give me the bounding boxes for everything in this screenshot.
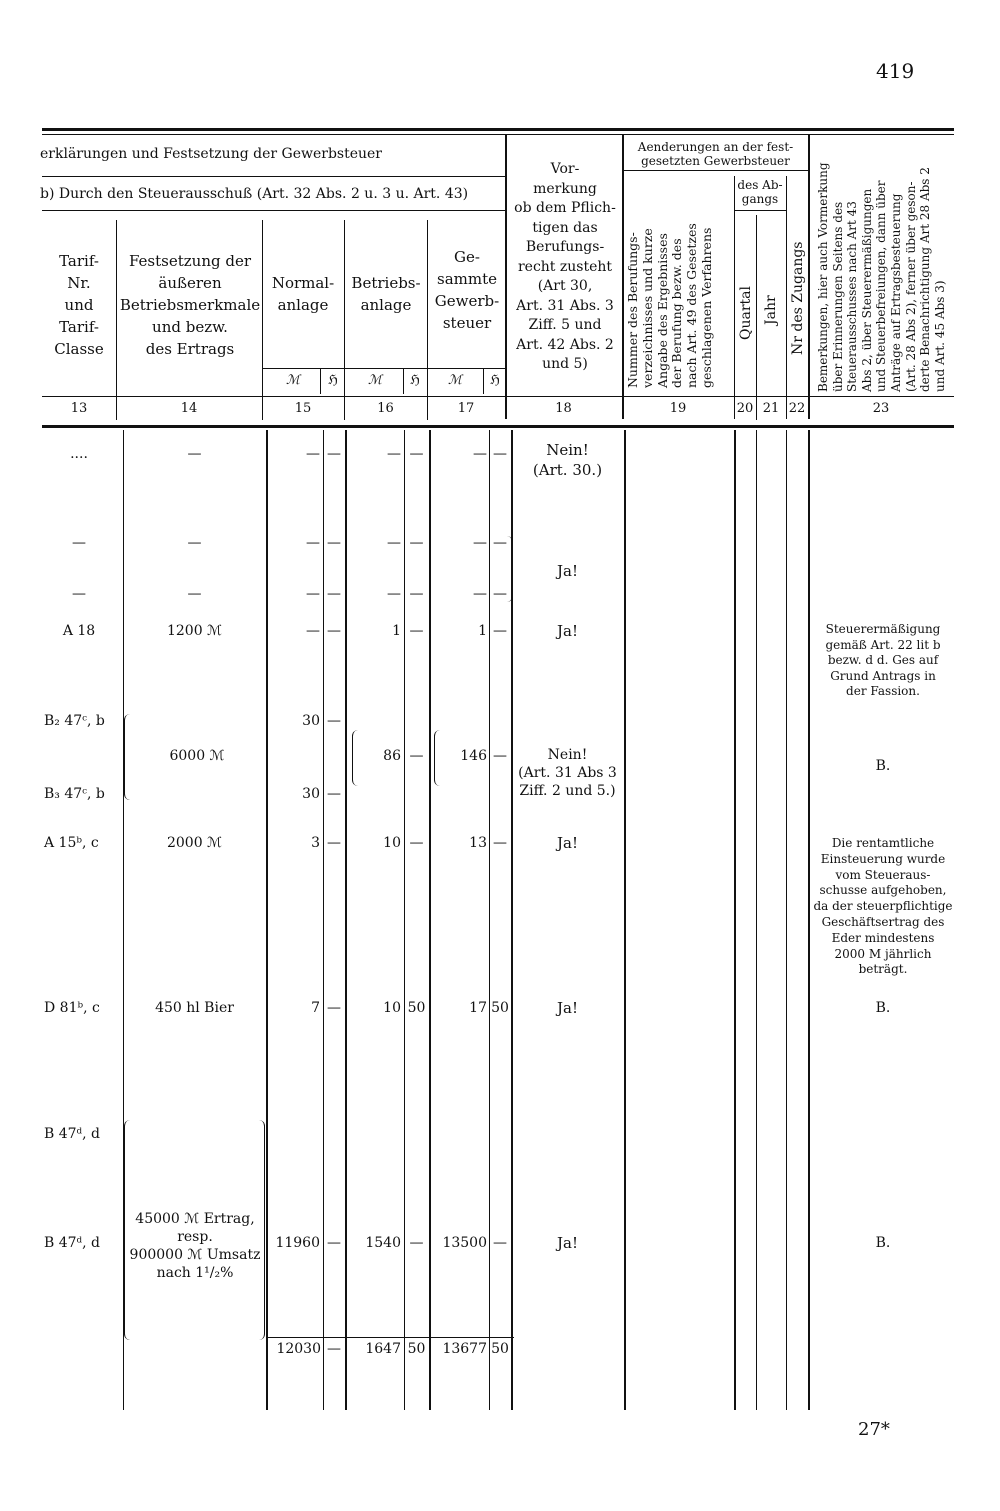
body-line-20	[734, 430, 736, 1410]
r7-tarif: D 81ᵇ, c	[44, 1000, 100, 1016]
r7-bemerkung: B.	[875, 1000, 891, 1016]
r4-betrieb-m: 1	[392, 623, 401, 639]
r6-tarif: A 15ᵇ, c	[44, 835, 99, 851]
r7-gesamt-pf: 50	[491, 1000, 509, 1016]
body-line-16b	[404, 430, 405, 1410]
r8-bemerkung: B.	[875, 1235, 891, 1251]
r4-festsetzung: 1200 ℳ	[166, 623, 223, 639]
r2-normal-m: —	[306, 535, 320, 551]
subtitle-underline	[42, 210, 505, 211]
col-number-15: 15	[294, 401, 312, 416]
r2-gesamt-m: —	[473, 535, 487, 551]
r7-betrieb-m: 10	[383, 1000, 401, 1016]
r1-normal-pf: —	[327, 446, 341, 462]
col-line-23	[808, 134, 810, 419]
r7-normal-m: 7	[311, 1000, 320, 1016]
body-line-17b	[489, 430, 490, 1410]
r2-tarif: —	[72, 535, 86, 551]
r5-gesamt-m: 146	[460, 748, 487, 764]
r7-gesamt-m: 17	[469, 1000, 487, 1016]
r4-bemerkung: Steuerermäßigung gemäß Art. 22 lit b bezw. d d. Ges auf Grund Antrags in der Fassion.	[825, 622, 941, 698]
r4-normal-pf: —	[327, 623, 341, 639]
unit-mark-17: ℳ	[448, 373, 462, 388]
unit-mark-16: ℳ	[368, 373, 382, 388]
col15-header: Normal- anlage	[271, 274, 335, 314]
r5-betrieb-m: 86	[383, 748, 401, 764]
r5-gesamt-pf: —	[493, 748, 507, 764]
unit-sep-15	[320, 368, 321, 394]
r2-betrieb-m: —	[387, 535, 401, 551]
r3-festsetzung: —	[187, 586, 202, 602]
r3-normal-m: —	[306, 586, 320, 602]
col-line-16	[344, 220, 345, 420]
r6-festsetzung: 2000 ℳ	[166, 835, 223, 851]
header-bottom-rule	[42, 396, 954, 397]
r8-festsetzung: 45000 ℳ Ertrag, resp. 900000 ℳ Umsatz nach 1¹/₂%	[129, 1211, 261, 1281]
r3-betrieb-m: —	[387, 586, 401, 602]
col-line-15	[262, 220, 263, 420]
r3-normal-pf: —	[327, 586, 341, 602]
unit-pf-16: ℌ	[410, 373, 420, 388]
body-line-22	[786, 430, 787, 1410]
unit-sep-17	[483, 368, 484, 394]
group-underline-abgang	[735, 210, 787, 211]
total-gesamt-m: 13677	[442, 1341, 487, 1357]
body-line-21	[756, 430, 757, 1410]
r8-gesamt-pf: —	[493, 1235, 507, 1251]
col-line-21	[756, 215, 757, 420]
r4-tarif: A 18	[62, 623, 96, 639]
col19-header: Nummer des Berufungs- verzeichnisses und kurze Angabe des Ergebnisses der Berufung bezw. des nach Art. 49 des Gesetzes geschlagenen Verfahrens	[625, 223, 714, 388]
body-line-17	[429, 430, 431, 1410]
title-underline	[42, 176, 505, 177]
r4-gesamt-m: 1	[478, 623, 487, 639]
r1-vormerkung: Nein! (Art. 30.)	[532, 441, 603, 479]
col13-header: Tarif- Nr. und Tarif- Classe	[54, 252, 104, 358]
r3-betrieb-pf: —	[409, 586, 424, 602]
top-rule-thin	[42, 134, 954, 135]
r8-normal-m: 11960	[275, 1235, 320, 1251]
r6-normal-m: 3	[311, 835, 320, 851]
col-line-22	[786, 176, 787, 419]
col-line-20	[734, 176, 735, 419]
col19-group-header: Aenderungen an der fest- gesetzten Gewerbsteuer	[637, 140, 794, 168]
r5-tarif-a: B₂ 47ᶜ, b	[44, 713, 105, 729]
col-number-20: 20	[736, 401, 754, 416]
r4-vormerkung: Ja!	[557, 622, 578, 640]
col-number-14: 14	[180, 401, 198, 416]
r5-tarif-b: B₃ 47ᶜ, b	[44, 786, 105, 802]
body-line-15	[266, 430, 268, 1410]
r5-vormerkung: Nein! (Art. 31 Abs 3 Ziff. 2 und 5.)	[518, 747, 617, 799]
r2-betrieb-pf: —	[409, 535, 424, 551]
r2-gesamt-pf: —	[493, 535, 507, 551]
r3-gesamt-pf: —	[493, 586, 507, 602]
col-number-23: 23	[872, 401, 890, 416]
unit-mark-15: ℳ	[286, 373, 300, 388]
sub-title: b) Durch den Steuerausschuß (Art. 32 Abs. 2 u. 3 u. Art. 43)	[40, 186, 469, 202]
total-betrieb-m: 1647	[365, 1341, 401, 1357]
unit-pf-17: ℌ	[490, 373, 500, 388]
r7-betrieb-pf: 50	[407, 1000, 426, 1016]
r7-festsetzung: 450 hl Bier	[155, 1000, 234, 1016]
col22-header: Nr des Zugangs	[790, 241, 806, 355]
r1-tarif: ....	[70, 446, 88, 462]
body-top-rule	[42, 425, 954, 428]
col-number-17: 17	[457, 401, 475, 416]
r3-gesamt-m: —	[473, 586, 487, 602]
r7-normal-pf: —	[327, 1000, 341, 1016]
footer-mark: 27*	[858, 1419, 890, 1440]
col-number-13: 13	[70, 401, 88, 416]
col17-header: Ge- sammte Gewerb- steuer	[434, 248, 500, 332]
unit-row-line	[262, 368, 506, 369]
total-normal-m: 12030	[276, 1341, 321, 1357]
group-underline-19	[623, 170, 808, 171]
r4-normal-m: —	[306, 623, 320, 639]
r2-normal-pf: —	[327, 535, 341, 551]
r3-tarif: —	[72, 586, 86, 602]
r1-betrieb-pf: —	[409, 446, 424, 462]
col-number-22: 22	[788, 401, 806, 416]
col-number-21: 21	[762, 401, 780, 416]
col20-header: Quartal	[738, 286, 754, 340]
r1-normal-m: —	[306, 446, 320, 462]
r5-festsetzung: 6000 ℳ	[169, 748, 225, 764]
r8-betrieb-m: 1540	[365, 1235, 401, 1251]
r5-normal-pf-2: —	[327, 786, 341, 802]
body-line-16	[345, 430, 347, 1410]
r6-normal-pf: —	[327, 835, 341, 851]
r1-gesamt-m: —	[473, 446, 487, 462]
r5-normal-pf-1: —	[327, 713, 341, 729]
r6-gesamt-m: 13	[469, 835, 487, 851]
r7-vormerkung: Ja!	[557, 999, 578, 1017]
r6-betrieb-m: 10	[383, 835, 401, 851]
total-betrieb-pf: 50	[407, 1341, 426, 1357]
col18-header: Vor- merkung ob dem Pflich- tigen das Berufungs- recht zusteht (Art 30, Art. 31 Abs. 3 Ziff. 5 und Art. 42 Abs. 2 und 5)	[514, 161, 616, 372]
r8-betrieb-pf: —	[409, 1235, 424, 1251]
r2-festsetzung: —	[187, 535, 202, 551]
unit-pf-15: ℌ	[328, 373, 338, 388]
r6-betrieb-pf: —	[409, 835, 424, 851]
r8-vormerkung: Ja!	[557, 1234, 578, 1252]
r1-betrieb-m: —	[387, 446, 401, 462]
r5-normal-m-2: 30	[302, 786, 320, 802]
top-rule	[42, 128, 954, 131]
r6-vormerkung: Ja!	[557, 834, 578, 852]
r5-bemerkung: B.	[875, 758, 891, 774]
abgang-group-header: des Ab- gangs	[737, 178, 783, 206]
col-number-18: 18	[555, 401, 572, 416]
r6-gesamt-pf: —	[493, 835, 507, 851]
r1-festsetzung: —	[187, 446, 202, 462]
r8-tarif-a: B 47ᵈ, d	[44, 1126, 101, 1142]
r5-normal-m-1: 30	[302, 713, 320, 729]
r6-bemerkung: Die rentamtliche Einsteuerung wurde vom Steueraus- schusse aufgehoben, da der steuerpflichtige Geschäftsertrag des Eder mindestens 2000 M jährlich beträgt.	[813, 836, 953, 977]
r4-betrieb-pf: —	[409, 623, 424, 639]
total-gesamt-pf: 50	[491, 1341, 509, 1357]
unit-sep-16	[403, 368, 404, 394]
col-number-19: 19	[669, 401, 687, 416]
r8-normal-pf: —	[327, 1235, 341, 1251]
r1-gesamt-pf: —	[493, 446, 507, 462]
total-normal-pf: —	[327, 1341, 341, 1357]
col23-header: Bemerkungen, hier auch Vormerkung über Erinnerungen Seitens des Steuerausschusses nach Art 43 Abs 2, über Steuerermäßigungen und Steuerbefreiungen, dann über Anträge auf Ertragsbesteuerung (Art. 28 Abs 2), ferner über geson- derte Benachrichtigung Art 28 Abs 2 und Art. 45 Abs 3)	[816, 162, 947, 392]
col-line-14	[116, 220, 117, 420]
col-number-16: 16	[377, 401, 394, 416]
r2-vormerkung: Ja!	[557, 562, 578, 580]
body-line-19	[624, 430, 626, 1410]
col21-header: Jahr	[763, 295, 779, 325]
main-title: erklärungen und Festsetzung der Gewerbsteuer	[40, 146, 383, 162]
r8-gesamt-m: 13500	[442, 1235, 487, 1251]
body-line-15b	[323, 430, 324, 1410]
r5-betrieb-pf: —	[409, 748, 424, 764]
r8-tarif-b: B 47ᵈ, d	[44, 1235, 101, 1251]
col16-header: Betriebs- anlage	[351, 274, 421, 314]
page-number: 419	[876, 59, 915, 83]
col14-header: Festsetzung der äußeren Betriebsmerkmale und bezw. des Ertrags	[119, 252, 261, 358]
r4-gesamt-pf: —	[493, 623, 507, 639]
total-rule	[266, 1337, 514, 1338]
